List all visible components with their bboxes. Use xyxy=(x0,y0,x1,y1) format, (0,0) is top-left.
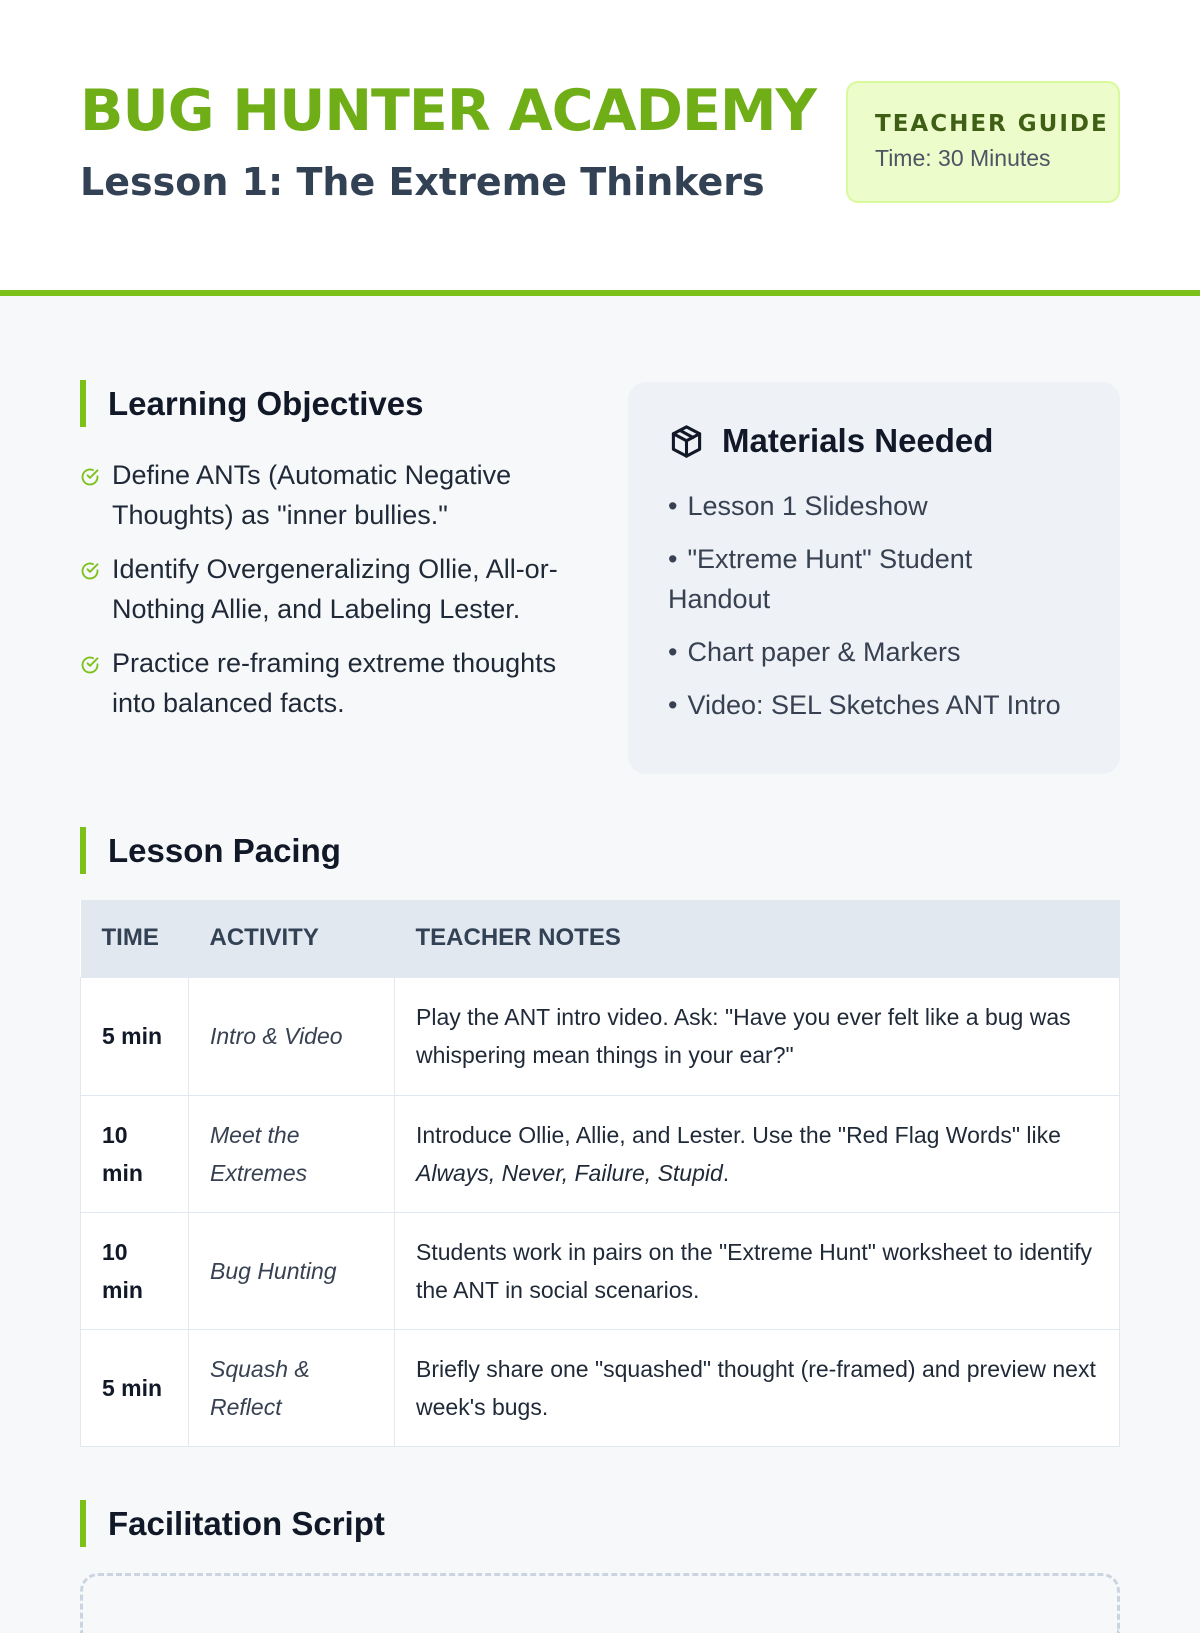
lesson-duration: Time: 30 Minutes xyxy=(875,145,1051,171)
table-row xyxy=(81,1095,1120,1212)
objective-item xyxy=(80,643,580,723)
check-circle-icon xyxy=(80,467,100,487)
activity-cell: Meet the Extremes xyxy=(189,1095,395,1212)
time-cell: 5 min xyxy=(81,977,189,1095)
notes-cell: Students work in pairs on the "Extreme Hunt" worksheet to identify the ANT in social scenarios. xyxy=(395,1212,1120,1329)
table-row xyxy=(81,1329,1120,1446)
time-cell: 10 min xyxy=(81,1212,189,1329)
bullet: • xyxy=(668,637,678,667)
red-flag-words: Always, Never, Failure, Stupid xyxy=(416,1159,723,1186)
lesson-pacing-table xyxy=(80,900,1120,1447)
notes-text-end: . xyxy=(722,1159,730,1186)
check-circle-icon xyxy=(80,561,100,581)
table-row xyxy=(81,1212,1120,1329)
materials-heading xyxy=(668,422,1080,460)
column-header-teacher-notes: TEACHER NOTES xyxy=(395,900,1120,977)
time-cell: 5 min xyxy=(81,1329,189,1446)
table-row xyxy=(81,977,1120,1095)
brand-title: BUG HUNTER ACADEMY xyxy=(80,78,816,144)
material-item xyxy=(668,539,1080,619)
table-header-row xyxy=(81,900,1120,977)
bullet: • xyxy=(668,544,678,574)
materials-card xyxy=(628,382,1120,774)
facilitation-script-heading: Facilitation Script xyxy=(80,1500,385,1547)
objective-text: Define ANTs (Automatic Negative Thoughts) as "inner bullies." xyxy=(112,460,512,530)
page-header xyxy=(0,0,1200,296)
notes-text: Introduce Ollie, Allie, and Lester. Use the "Red Flag Words" like xyxy=(416,1121,1061,1148)
column-header-time: TIME xyxy=(81,900,189,977)
column-header-activity: ACTIVITY xyxy=(189,900,395,977)
teacher-guide-badge xyxy=(846,81,1120,203)
objective-text: Practice re-framing extreme thoughts into balanced facts. xyxy=(112,648,557,718)
activity-cell: Bug Hunting xyxy=(189,1212,395,1329)
time-cell: 10 min xyxy=(81,1095,189,1212)
bullet: • xyxy=(668,690,678,720)
notes-cell: Play the ANT intro video. Ask: "Have you ever felt like a bug was whispering mean things in your ear?" xyxy=(395,977,1120,1095)
activity-cell: Intro & Video xyxy=(189,977,395,1095)
lesson-title: Lesson 1: The Extreme Thinkers xyxy=(80,160,765,204)
activity-cell: Squash & Reflect xyxy=(189,1329,395,1446)
material-text: Lesson 1 Slideshow xyxy=(687,491,928,521)
objective-item xyxy=(80,549,580,629)
facilitation-script-box xyxy=(80,1573,1120,1633)
learning-objectives-list xyxy=(80,455,580,737)
objective-text: Identify Overgeneralizing Ollie, All-or-Nothing Allie, and Labeling Lester. xyxy=(112,554,558,624)
material-text: Chart paper & Markers xyxy=(687,637,961,667)
notes-cell xyxy=(395,1095,1120,1212)
check-circle-icon xyxy=(80,655,100,675)
material-text: "Extreme Hunt" Student Handout xyxy=(668,544,973,614)
material-text: Video: SEL Sketches ANT Intro xyxy=(687,690,1061,720)
materials-heading-text: Materials Needed xyxy=(722,422,994,459)
material-item xyxy=(668,486,1080,526)
material-item xyxy=(668,632,1080,672)
package-icon xyxy=(668,423,705,460)
learning-objectives-heading: Learning Objectives xyxy=(80,380,423,427)
material-item xyxy=(668,685,1080,725)
notes-cell: Briefly share one "squashed" thought (re-framed) and preview next week's bugs. xyxy=(395,1329,1120,1446)
teacher-guide-label: TEACHER GUIDE xyxy=(875,111,1109,137)
lesson-pacing-heading: Lesson Pacing xyxy=(80,827,341,874)
bullet: • xyxy=(668,491,678,521)
objective-item xyxy=(80,455,580,535)
